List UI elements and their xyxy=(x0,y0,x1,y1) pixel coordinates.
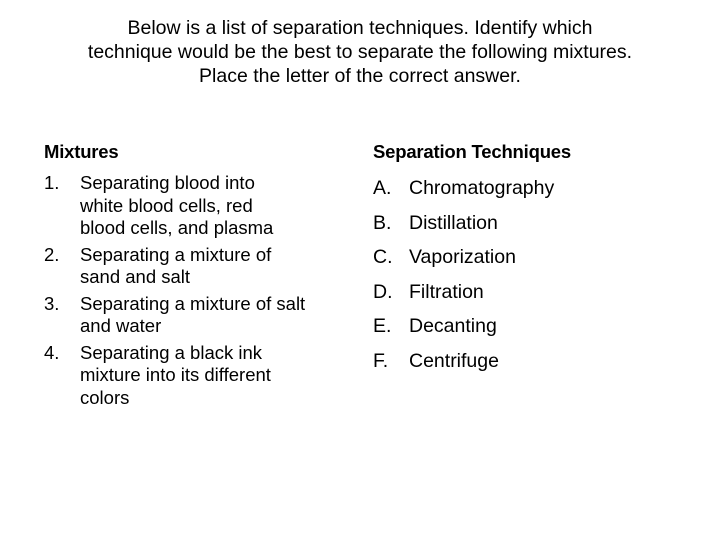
technique-item xyxy=(373,211,683,235)
mixture-text-line: sand and salt xyxy=(80,266,191,287)
technique-label: Decanting xyxy=(409,315,497,337)
mixture-text-line: and water xyxy=(80,315,162,336)
mixtures-column xyxy=(44,140,354,413)
mixture-item xyxy=(44,293,354,338)
technique-letter: F. xyxy=(373,349,389,372)
mixture-text-line: Separating a mixture of salt xyxy=(80,292,306,314)
mixture-text xyxy=(80,293,354,338)
technique-label: Distillation xyxy=(409,211,498,234)
mixture-item xyxy=(44,172,354,240)
title-line: Below is a list of separation techniques. Identify which xyxy=(127,17,593,39)
mixture-item xyxy=(44,342,354,410)
technique-label: Centrifuge xyxy=(409,349,499,372)
mixture-number: 3. xyxy=(44,292,60,314)
mixture-number: 2. xyxy=(44,243,60,265)
title-line: technique would be the best to separate the following mixtures. xyxy=(87,41,633,63)
title-line: Place the letter of the correct answer. xyxy=(199,65,521,87)
technique-letter: C. xyxy=(373,246,393,268)
mixture-text xyxy=(80,172,354,240)
mixture-item xyxy=(44,244,354,289)
instructions-title xyxy=(36,16,684,88)
techniques-heading: Separation Techniques xyxy=(373,141,571,162)
techniques-column xyxy=(373,140,683,383)
technique-item xyxy=(373,176,683,200)
mixture-text-line: colors xyxy=(80,386,130,408)
technique-letter: B. xyxy=(373,211,392,234)
technique-label: Vaporization xyxy=(409,246,516,268)
technique-label: Chromatography xyxy=(409,177,555,199)
techniques-list xyxy=(373,176,683,373)
mixture-text xyxy=(80,342,354,410)
technique-item xyxy=(373,280,683,304)
technique-item xyxy=(373,349,683,373)
mixtures-heading: Mixtures xyxy=(44,141,119,162)
mixture-text-line: white blood cells, red xyxy=(80,194,253,216)
technique-letter: A. xyxy=(373,177,392,199)
mixture-text-line: Separating a black ink xyxy=(80,341,263,363)
technique-item xyxy=(373,314,683,338)
technique-letter: E. xyxy=(373,315,392,337)
mixture-text-line: mixture into its different xyxy=(80,364,271,385)
technique-item xyxy=(373,245,683,269)
mixtures-list xyxy=(44,172,354,409)
mixture-number: 1. xyxy=(44,172,60,193)
mixture-text-line: Separating a mixture of xyxy=(80,243,272,265)
technique-label: Filtration xyxy=(409,280,484,303)
mixture-text-line: Separating blood into xyxy=(80,172,255,193)
mixture-text xyxy=(80,244,354,289)
technique-letter: D. xyxy=(373,280,393,303)
mixture-text-line: blood cells, and plasma xyxy=(80,217,274,238)
mixture-number: 4. xyxy=(44,341,60,363)
